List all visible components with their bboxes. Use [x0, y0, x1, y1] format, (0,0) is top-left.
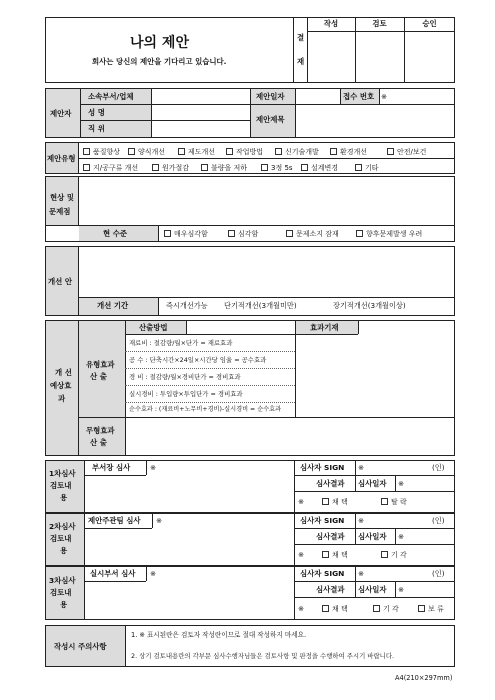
period-immediate[interactable]: 즉시개선가능 [166, 301, 208, 310]
effect-label-2: 예상효 [50, 381, 72, 390]
review-3-sign-suffix: (인) [432, 569, 445, 578]
review-3-result-label: 심사결과 [316, 585, 345, 594]
sign-box-write[interactable] [308, 32, 354, 82]
review-1-opt-mark: ※ [298, 497, 305, 506]
name-field[interactable] [152, 105, 249, 120]
approval-col-approve: 승인 [422, 19, 437, 28]
status-label-2: 문제점 [49, 207, 71, 216]
level-label: 현 수준 [103, 229, 127, 238]
review-1-label-2: 검토내 [50, 481, 72, 490]
review-3-hold[interactable]: 보 류 [418, 605, 444, 613]
review-3-content[interactable] [85, 582, 294, 619]
formula-material: 재료비 : 절감량/월×단가 = 재료효과 [129, 339, 233, 347]
review-3-label-2: 검토내 [50, 588, 72, 597]
level-very-serious[interactable]: 매우심각함 [164, 230, 208, 238]
approval-col-review: 검토 [372, 19, 387, 28]
form-subtitle: 회사는 당신의 제안을 기다리고 있습니다. [92, 57, 227, 66]
rank-field[interactable] [152, 121, 249, 137]
review-1-date-label: 심사일자 [358, 479, 387, 488]
name-label: 성 명 [88, 108, 105, 117]
status-field[interactable] [79, 177, 454, 225]
review-1-label-3: 용 [60, 493, 68, 502]
review-2-dismiss[interactable]: 기 각 [381, 551, 407, 559]
level-serious[interactable]: 심각함 [228, 230, 258, 238]
improve-field[interactable] [79, 247, 454, 296]
type-defect[interactable]: 불량을 저하 [201, 164, 247, 172]
review-1-label-1: 1차심사 [49, 469, 76, 478]
review-2-label-2: 검토내 [50, 534, 72, 543]
review-3-mark: ※ [150, 569, 157, 578]
effect-label-3: 과 [58, 394, 66, 403]
type-label: 제안유형 [47, 154, 76, 163]
formula-net: 순수효과 : (재료비+노무비+경비)-실시경비 = 순수효과 [129, 406, 282, 413]
review-3-dismiss[interactable]: 기 각 [373, 605, 399, 613]
review-2-reviewer: 제안주관팀 심사 [88, 516, 141, 525]
type-3s5s[interactable]: 3정 5s [261, 164, 293, 172]
review-2-sign-label: 심사자 SIGN [300, 516, 345, 525]
amount-header: 효과기재 [310, 323, 339, 332]
method-header: 산출방법 [139, 323, 168, 332]
tangible-label-2: 산 출 [90, 372, 107, 381]
intangible-field[interactable] [126, 418, 454, 455]
intangible-label-1: 무형효과 [86, 426, 115, 435]
receipt-label: 접수 번호 [343, 92, 375, 101]
review-1-content[interactable] [85, 476, 294, 512]
approval-label-2: 재 [297, 57, 305, 66]
review-1-result-label: 심사결과 [316, 479, 345, 488]
notes-label: 작성시 주의사항 [54, 642, 107, 651]
type-quality[interactable]: 품질향상 [83, 148, 120, 156]
improve-label: 개선 안 [48, 277, 72, 286]
review-2-date-mark: ※ [398, 532, 405, 541]
sign-box-review[interactable] [356, 32, 403, 82]
effect-label-1: 개 선 [55, 368, 72, 377]
review-3-date-label: 심사일자 [358, 585, 387, 594]
formula-implementation: 실시경비 : 투입량×투입단가 = 경비효과 [129, 390, 243, 398]
type-system[interactable]: 제도개선 [178, 148, 215, 156]
review-2-sign-suffix: (인) [432, 516, 445, 525]
dept-field[interactable] [152, 89, 249, 104]
formula-expense: 경 비 : 절감량/월×경비단가 = 경비효과 [129, 373, 241, 381]
review-1-sign-label: 심사자 SIGN [300, 463, 345, 472]
review-1-accept[interactable]: 채 택 [322, 498, 348, 506]
formula-labor: 공 수 : 단축시간×24일×시간당 임율 = 공수효과 [129, 356, 267, 364]
approval-col-write: 작성 [323, 19, 339, 28]
review-1-sign-suffix: (인) [432, 463, 445, 472]
review-2-sign-mark: ※ [358, 516, 365, 525]
type-newtech[interactable]: 신기술개발 [275, 148, 319, 156]
review-3-sign-label: 심사자 SIGN [300, 569, 345, 578]
status-label-1: 현상 및 [50, 193, 74, 202]
review-2-mark: ※ [156, 516, 163, 525]
approval-label-1: 결 [297, 33, 305, 42]
receipt-mark: ※ [381, 92, 388, 101]
review-3-sign-mark: ※ [358, 569, 365, 578]
type-safety[interactable]: 안전/보건 [387, 148, 426, 156]
review-2-label-3: 용 [60, 546, 68, 555]
review-1-reviewer: 부서장 심사 [92, 463, 131, 472]
proposal-title-field[interactable] [296, 105, 454, 137]
level-potential[interactable]: 문제소지 잠재 [286, 230, 339, 238]
paper-size: A4(210×297mm) [395, 674, 453, 682]
review-1-date-mark: ※ [398, 479, 405, 488]
proposer-label: 제안자 [50, 109, 72, 118]
form-title: 나의 제안 [130, 35, 189, 51]
review-3-label-3: 용 [60, 600, 68, 609]
level-future[interactable]: 향후문제발생 우려 [356, 230, 422, 238]
review-1-mark: ※ [150, 463, 157, 472]
type-design[interactable]: 설계변경 [301, 164, 338, 172]
type-form[interactable]: 양식개선 [128, 148, 165, 156]
type-tools[interactable]: 지/공구류 개선 [83, 164, 138, 172]
proposal-title-label: 제안제목 [256, 115, 285, 124]
period-short[interactable]: 단기적개선(3개월미만) [224, 301, 297, 310]
type-other[interactable]: 기타 [355, 164, 379, 172]
amount-field[interactable] [296, 335, 454, 416]
date-field[interactable] [296, 89, 340, 104]
review-2-content[interactable] [85, 529, 294, 565]
type-method[interactable]: 작업방법 [226, 148, 263, 156]
review-3-label-1: 3차심사 [49, 576, 76, 585]
date-label: 제안일자 [256, 92, 285, 101]
review-1-reject[interactable]: 탈 락 [381, 498, 407, 506]
review-2-accept[interactable]: 채 택 [322, 551, 348, 559]
review-2-opt-mark: ※ [298, 550, 305, 559]
notes-line-1: 1. ※ 표시된란은 검토자 작성란이므로 절대 작성하지 마세요. [131, 631, 307, 639]
review-1-sign-mark: ※ [358, 463, 365, 472]
review-2-label-1: 2차심사 [49, 522, 76, 531]
tangible-label-1: 유형효과 [86, 360, 115, 369]
period-label: 개선 기간 [97, 301, 129, 310]
review-3-opt-mark: ※ [298, 604, 305, 613]
type-environment[interactable]: 환경개선 [330, 148, 367, 156]
intangible-label-2: 산 출 [90, 438, 107, 447]
review-3-date-mark: ※ [398, 585, 405, 594]
dept-label: 소속부서/업체 [88, 92, 134, 101]
rank-label: 직 위 [88, 124, 105, 133]
period-long[interactable]: 장기적개선(3개월이상) [333, 301, 406, 310]
notes-line-2: 2. 상기 검토내용란의 각부문 심사수행자님들은 검토사항 및 판정을 수행하여 주시기 바랍니다. [131, 652, 395, 660]
sign-box-approve[interactable] [405, 32, 454, 82]
type-cost[interactable]: 원가절감 [152, 164, 189, 172]
review-2-result-label: 심사결과 [316, 532, 345, 541]
review-3-accept[interactable]: 채 택 [322, 605, 348, 613]
review-2-date-label: 심사일자 [358, 532, 387, 541]
review-3-reviewer: 실시부서 심사 [90, 569, 136, 578]
